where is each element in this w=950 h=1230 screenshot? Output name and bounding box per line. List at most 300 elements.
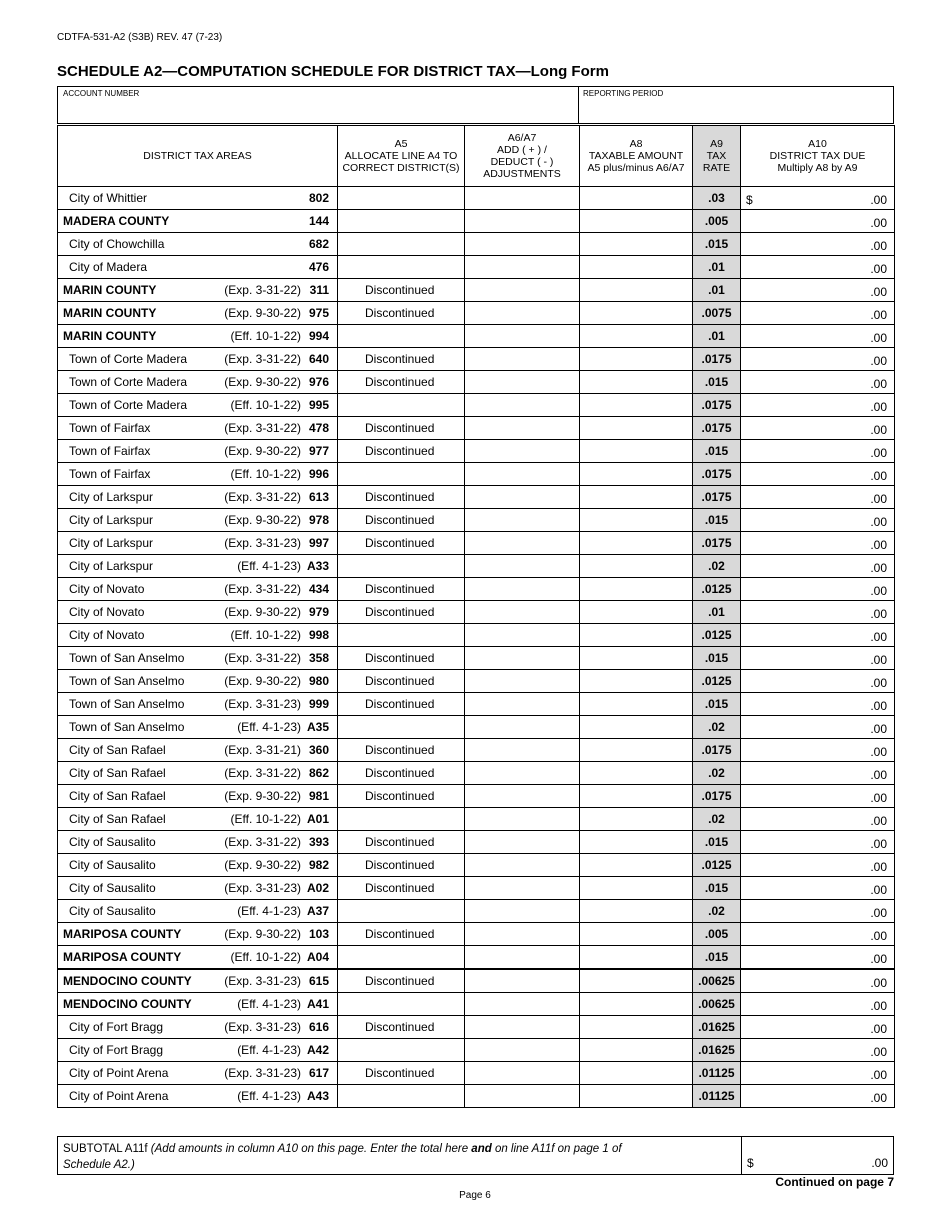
a6a7-adjustment-field[interactable] bbox=[465, 210, 580, 233]
cents: .00 bbox=[870, 239, 887, 253]
district-code: 802 bbox=[308, 191, 329, 205]
a5-allocate-field[interactable]: Discontinued bbox=[338, 762, 465, 785]
a10-district-tax-due-field[interactable] bbox=[741, 302, 895, 325]
reporting-period-label: REPORTING PERIOD bbox=[583, 89, 664, 98]
a5-allocate-field[interactable] bbox=[338, 325, 465, 348]
district-area-cell bbox=[58, 1016, 338, 1039]
a5-allocate-field[interactable]: Discontinued bbox=[338, 1062, 465, 1085]
district-name: Town of San Anselmo bbox=[69, 720, 185, 734]
a8-taxable-amount-field[interactable] bbox=[580, 808, 693, 831]
table-row bbox=[58, 417, 895, 440]
a5-allocate-field[interactable]: Discontinued bbox=[338, 923, 465, 946]
district-code: 360 bbox=[308, 743, 329, 757]
a9-tax-rate: .01 bbox=[693, 256, 741, 279]
a6a7-adjustment-field[interactable] bbox=[465, 578, 580, 601]
a5-allocate-field[interactable] bbox=[338, 900, 465, 923]
district-code: A33 bbox=[306, 559, 329, 573]
a6a7-adjustment-field[interactable] bbox=[465, 233, 580, 256]
a8-taxable-amount-field[interactable] bbox=[580, 486, 693, 509]
district-name: City of Madera bbox=[69, 260, 148, 274]
cents: .00 bbox=[870, 1045, 887, 1059]
table-row bbox=[58, 187, 895, 210]
account-number-label: ACCOUNT NUMBER bbox=[63, 89, 140, 98]
a10-district-tax-due-field[interactable] bbox=[741, 808, 895, 831]
district-name: City of Fort Bragg bbox=[69, 1020, 164, 1034]
a6a7-adjustment-field[interactable] bbox=[465, 440, 580, 463]
a6a7-adjustment-field[interactable] bbox=[465, 417, 580, 440]
district-date: (Eff. 10-1-22) bbox=[230, 467, 301, 481]
district-code: A37 bbox=[306, 904, 329, 918]
district-area-cell bbox=[58, 371, 338, 394]
district-date: (Exp. 9-30-22) bbox=[224, 858, 301, 872]
a5-allocate-field[interactable] bbox=[338, 808, 465, 831]
a6a7-adjustment-field[interactable] bbox=[465, 486, 580, 509]
a5-allocate-field[interactable]: Discontinued bbox=[338, 371, 465, 394]
a8-taxable-amount-field[interactable] bbox=[580, 624, 693, 647]
district-date: (Eff. 4-1-23) bbox=[237, 559, 301, 573]
a6a7-adjustment-field[interactable] bbox=[465, 1039, 580, 1062]
district-name: City of Point Arena bbox=[69, 1066, 169, 1080]
a6a7-adjustment-field[interactable] bbox=[465, 1062, 580, 1085]
district-area-cell bbox=[58, 923, 338, 946]
a5-allocate-field[interactable]: Discontinued bbox=[338, 670, 465, 693]
a5-allocate-field[interactable]: Discontinued bbox=[338, 785, 465, 808]
a9-tax-rate: .015 bbox=[693, 877, 741, 900]
table-row bbox=[58, 900, 895, 923]
a5-allocate-field[interactable] bbox=[338, 394, 465, 417]
district-code: 682 bbox=[308, 237, 329, 251]
cents: .00 bbox=[870, 446, 887, 460]
a5-allocate-field[interactable]: Discontinued bbox=[338, 302, 465, 325]
a8-taxable-amount-field[interactable] bbox=[580, 417, 693, 440]
a8-taxable-amount-field[interactable] bbox=[580, 509, 693, 532]
table-row bbox=[58, 762, 895, 785]
district-date: (Exp. 9-30-22) bbox=[224, 605, 301, 619]
a8-taxable-amount-field[interactable] bbox=[580, 256, 693, 279]
table-row bbox=[58, 486, 895, 509]
a5-allocate-field[interactable] bbox=[338, 946, 465, 970]
district-date: (Exp. 3-31-23) bbox=[224, 974, 301, 988]
a5-allocate-field[interactable]: Discontinued bbox=[338, 739, 465, 762]
district-code: 980 bbox=[308, 674, 329, 688]
a9-tax-rate: .0175 bbox=[693, 532, 741, 555]
a5-allocate-field[interactable] bbox=[338, 187, 465, 210]
district-area-cell bbox=[58, 555, 338, 578]
a10-district-tax-due-field[interactable] bbox=[741, 1085, 895, 1108]
a8-taxable-amount-field[interactable] bbox=[580, 739, 693, 762]
district-name: Town of Corte Madera bbox=[69, 398, 188, 412]
a8-taxable-amount-field[interactable] bbox=[580, 440, 693, 463]
table-row bbox=[58, 601, 895, 624]
district-code: A41 bbox=[306, 997, 329, 1011]
a8-taxable-amount-field[interactable] bbox=[580, 854, 693, 877]
a6a7-adjustment-field[interactable] bbox=[465, 371, 580, 394]
a9-tax-rate: .0125 bbox=[693, 670, 741, 693]
a10-district-tax-due-field[interactable] bbox=[741, 762, 895, 785]
district-area-cell bbox=[58, 394, 338, 417]
a8-taxable-amount-field[interactable] bbox=[580, 279, 693, 302]
a8-taxable-amount-field[interactable] bbox=[580, 348, 693, 371]
a10-district-tax-due-field[interactable] bbox=[741, 785, 895, 808]
a6a7-adjustment-field[interactable] bbox=[465, 463, 580, 486]
a5-allocate-field[interactable] bbox=[338, 993, 465, 1016]
a5-allocate-field[interactable]: Discontinued bbox=[338, 969, 465, 993]
district-date: (Exp. 9-30-22) bbox=[224, 513, 301, 527]
a10-district-tax-due-field[interactable] bbox=[741, 555, 895, 578]
district-date: (Eff. 10-1-22) bbox=[230, 398, 301, 412]
a8-taxable-amount-field[interactable] bbox=[580, 1039, 693, 1062]
a10-district-tax-due-field[interactable] bbox=[741, 601, 895, 624]
a10-district-tax-due-field[interactable] bbox=[741, 1039, 895, 1062]
a5-allocate-field[interactable]: Discontinued bbox=[338, 532, 465, 555]
district-name: Town of Corte Madera bbox=[69, 375, 188, 389]
a10-district-tax-due-field[interactable] bbox=[741, 854, 895, 877]
cents: .00 bbox=[870, 584, 887, 598]
a8-taxable-amount-field[interactable] bbox=[580, 900, 693, 923]
subtotal-label: SUBTOTAL A11f bbox=[63, 1143, 148, 1155]
district-code: 615 bbox=[308, 974, 329, 988]
district-date: (Exp. 9-30-22) bbox=[224, 306, 301, 320]
a5-allocate-field[interactable] bbox=[338, 555, 465, 578]
a10-district-tax-due-field[interactable] bbox=[741, 371, 895, 394]
a8-taxable-amount-field[interactable] bbox=[580, 371, 693, 394]
district-date: (Exp. 3-31-22) bbox=[224, 582, 301, 596]
cents: .00 bbox=[870, 791, 887, 805]
district-area-cell bbox=[58, 233, 338, 256]
a8-taxable-amount-field[interactable] bbox=[580, 993, 693, 1016]
a10-district-tax-due-field[interactable] bbox=[741, 256, 895, 279]
a6a7-adjustment-field[interactable] bbox=[465, 1016, 580, 1039]
a8-taxable-amount-field[interactable] bbox=[580, 578, 693, 601]
a6a7-adjustment-field[interactable] bbox=[465, 532, 580, 555]
district-area-cell bbox=[58, 647, 338, 670]
a5-allocate-field[interactable] bbox=[338, 463, 465, 486]
a9-tax-rate: .0125 bbox=[693, 578, 741, 601]
a9-tax-rate: .0175 bbox=[693, 417, 741, 440]
a8-taxable-amount-field[interactable] bbox=[580, 785, 693, 808]
table-row bbox=[58, 325, 895, 348]
district-code: 995 bbox=[308, 398, 329, 412]
table-row bbox=[58, 578, 895, 601]
district-name: City of Sausalito bbox=[69, 881, 156, 895]
a10-district-tax-due-field[interactable] bbox=[741, 900, 895, 923]
a6a7-adjustment-field[interactable] bbox=[465, 808, 580, 831]
header-box bbox=[57, 86, 894, 124]
table-row bbox=[58, 877, 895, 900]
table-row bbox=[58, 624, 895, 647]
district-area-cell bbox=[58, 854, 338, 877]
a10-district-tax-due-field[interactable] bbox=[741, 624, 895, 647]
a10-district-tax-due-field[interactable] bbox=[741, 739, 895, 762]
a10-district-tax-due-field[interactable] bbox=[741, 348, 895, 371]
a8-taxable-amount-field[interactable] bbox=[580, 463, 693, 486]
a9-tax-rate: .01 bbox=[693, 601, 741, 624]
a6a7-adjustment-field[interactable] bbox=[465, 670, 580, 693]
table-row bbox=[58, 555, 895, 578]
district-name: Town of San Anselmo bbox=[69, 674, 185, 688]
district-code: 616 bbox=[308, 1020, 329, 1034]
a5-allocate-field[interactable]: Discontinued bbox=[338, 509, 465, 532]
a9-tax-rate: .01 bbox=[693, 325, 741, 348]
district-code: 393 bbox=[308, 835, 329, 849]
a9-tax-rate: .01125 bbox=[693, 1085, 741, 1108]
district-area-cell bbox=[58, 1062, 338, 1085]
table-row bbox=[58, 233, 895, 256]
a5-allocate-field[interactable]: Discontinued bbox=[338, 647, 465, 670]
a9-tax-rate: .0175 bbox=[693, 463, 741, 486]
a9-tax-rate: .015 bbox=[693, 509, 741, 532]
table-row bbox=[58, 532, 895, 555]
a9-tax-rate: .02 bbox=[693, 555, 741, 578]
district-date: (Exp. 3-31-23) bbox=[224, 881, 301, 895]
district-name: City of Sausalito bbox=[69, 858, 156, 872]
cents: .00 bbox=[870, 561, 887, 575]
a9-tax-rate: .0125 bbox=[693, 624, 741, 647]
a5-allocate-field[interactable]: Discontinued bbox=[338, 854, 465, 877]
a8-taxable-amount-field[interactable] bbox=[580, 233, 693, 256]
a6a7-adjustment-field[interactable] bbox=[465, 993, 580, 1016]
a8-taxable-amount-field[interactable] bbox=[580, 555, 693, 578]
table-row bbox=[58, 348, 895, 371]
page-title: SCHEDULE A2—COMPUTATION SCHEDULE FOR DISTRICT TAX—Long Form bbox=[57, 63, 609, 80]
a10-district-tax-due-field[interactable] bbox=[741, 509, 895, 532]
table-row bbox=[58, 394, 895, 417]
a8-taxable-amount-field[interactable] bbox=[580, 762, 693, 785]
a6a7-adjustment-field[interactable] bbox=[465, 302, 580, 325]
table-row bbox=[58, 210, 895, 233]
a9-tax-rate: .02 bbox=[693, 716, 741, 739]
a6a7-adjustment-field[interactable] bbox=[465, 1085, 580, 1108]
a8-taxable-amount-field[interactable] bbox=[580, 325, 693, 348]
a8-taxable-amount-field[interactable] bbox=[580, 716, 693, 739]
a10-district-tax-due-field[interactable] bbox=[741, 440, 895, 463]
table-row bbox=[58, 509, 895, 532]
a10-district-tax-due-field[interactable] bbox=[741, 394, 895, 417]
a9-tax-rate: .01625 bbox=[693, 1039, 741, 1062]
header-divider bbox=[578, 87, 579, 123]
district-name: City of Larkspur bbox=[69, 559, 154, 573]
table-header-row bbox=[58, 126, 895, 187]
a5-allocate-field[interactable] bbox=[338, 1039, 465, 1062]
a5-allocate-field[interactable]: Discontinued bbox=[338, 601, 465, 624]
a9-tax-rate: .02 bbox=[693, 808, 741, 831]
a5-allocate-field[interactable] bbox=[338, 716, 465, 739]
a5-allocate-field[interactable]: Discontinued bbox=[338, 279, 465, 302]
a8-taxable-amount-field[interactable] bbox=[580, 647, 693, 670]
a6a7-adjustment-field[interactable] bbox=[465, 877, 580, 900]
a10-district-tax-due-field[interactable] bbox=[741, 187, 895, 210]
cents: .00 bbox=[870, 699, 887, 713]
a8-taxable-amount-field[interactable] bbox=[580, 877, 693, 900]
a5-allocate-field[interactable]: Discontinued bbox=[338, 417, 465, 440]
district-date: (Eff. 10-1-22) bbox=[230, 950, 301, 964]
table-row bbox=[58, 969, 895, 993]
a8-taxable-amount-field[interactable] bbox=[580, 210, 693, 233]
a5-allocate-field[interactable]: Discontinued bbox=[338, 1016, 465, 1039]
a6a7-adjustment-field[interactable] bbox=[465, 624, 580, 647]
district-date: (Eff. 4-1-23) bbox=[237, 1089, 301, 1103]
a10-district-tax-due-field[interactable] bbox=[741, 1016, 895, 1039]
district-name: City of San Rafael bbox=[69, 789, 166, 803]
a8-taxable-amount-field[interactable] bbox=[580, 601, 693, 624]
a10-district-tax-due-field[interactable] bbox=[741, 670, 895, 693]
a10-district-tax-due-field[interactable] bbox=[741, 1062, 895, 1085]
a8-taxable-amount-field[interactable] bbox=[580, 923, 693, 946]
a8-taxable-amount-field[interactable] bbox=[580, 187, 693, 210]
cents: .00 bbox=[870, 630, 887, 644]
a10-district-tax-due-field[interactable] bbox=[741, 532, 895, 555]
a10-district-tax-due-field[interactable] bbox=[741, 578, 895, 601]
a10-district-tax-due-field[interactable] bbox=[741, 969, 895, 993]
a6a7-adjustment-field[interactable] bbox=[465, 716, 580, 739]
district-code: 999 bbox=[308, 697, 329, 711]
a8-taxable-amount-field[interactable] bbox=[580, 670, 693, 693]
district-name: MENDOCINO COUNTY bbox=[63, 997, 192, 1011]
cents: .00 bbox=[870, 400, 887, 414]
a6a7-adjustment-field[interactable] bbox=[465, 923, 580, 946]
a10-district-tax-due-field[interactable] bbox=[741, 233, 895, 256]
district-name: Town of Corte Madera bbox=[69, 352, 188, 366]
district-date: (Exp. 3-31-22) bbox=[224, 283, 301, 297]
district-area-cell bbox=[58, 762, 338, 785]
table-row bbox=[58, 279, 895, 302]
a5-allocate-field[interactable] bbox=[338, 1085, 465, 1108]
district-date: (Eff. 4-1-23) bbox=[237, 904, 301, 918]
a8-taxable-amount-field[interactable] bbox=[580, 831, 693, 854]
district-code: 975 bbox=[308, 306, 329, 320]
a5-allocate-field[interactable]: Discontinued bbox=[338, 486, 465, 509]
a9-tax-rate: .015 bbox=[693, 371, 741, 394]
a6a7-adjustment-field[interactable] bbox=[465, 969, 580, 993]
a10-district-tax-due-field[interactable] bbox=[741, 210, 895, 233]
cents: .00 bbox=[870, 331, 887, 345]
district-code: 997 bbox=[308, 536, 329, 550]
district-code: 311 bbox=[309, 283, 329, 297]
district-date: (Exp. 3-31-22) bbox=[224, 352, 301, 366]
a6a7-adjustment-field[interactable] bbox=[465, 601, 580, 624]
district-date: (Exp. 9-30-22) bbox=[224, 444, 301, 458]
a6a7-adjustment-field[interactable] bbox=[465, 762, 580, 785]
table-row bbox=[58, 854, 895, 877]
a6a7-adjustment-field[interactable] bbox=[465, 279, 580, 302]
a6a7-adjustment-field[interactable] bbox=[465, 693, 580, 716]
a9-tax-rate: .015 bbox=[693, 233, 741, 256]
table-row bbox=[58, 946, 895, 970]
a6a7-adjustment-field[interactable] bbox=[465, 785, 580, 808]
district-area-cell bbox=[58, 900, 338, 923]
a6a7-adjustment-field[interactable] bbox=[465, 256, 580, 279]
a5-allocate-field[interactable]: Discontinued bbox=[338, 578, 465, 601]
district-area-cell bbox=[58, 670, 338, 693]
a8-taxable-amount-field[interactable] bbox=[580, 969, 693, 993]
a6a7-adjustment-field[interactable] bbox=[465, 348, 580, 371]
a5-allocate-field[interactable]: Discontinued bbox=[338, 831, 465, 854]
a6a7-adjustment-field[interactable] bbox=[465, 555, 580, 578]
a5-allocate-field[interactable]: Discontinued bbox=[338, 348, 465, 371]
district-name: Town of Fairfax bbox=[69, 467, 151, 481]
a5-allocate-field[interactable]: Discontinued bbox=[338, 440, 465, 463]
district-name: City of Larkspur bbox=[69, 490, 154, 504]
a8-taxable-amount-field[interactable] bbox=[580, 693, 693, 716]
a10-district-tax-due-field[interactable] bbox=[741, 325, 895, 348]
a10-district-tax-due-field[interactable] bbox=[741, 279, 895, 302]
table-row bbox=[58, 1085, 895, 1108]
a10-district-tax-due-field[interactable] bbox=[741, 486, 895, 509]
a5-allocate-field[interactable]: Discontinued bbox=[338, 877, 465, 900]
table-row bbox=[58, 993, 895, 1016]
district-code: 976 bbox=[308, 375, 329, 389]
district-name: City of San Rafael bbox=[69, 743, 166, 757]
cents: .00 bbox=[870, 929, 887, 943]
a8-taxable-amount-field[interactable] bbox=[580, 302, 693, 325]
a10-district-tax-due-field[interactable] bbox=[741, 417, 895, 440]
a8-taxable-amount-field[interactable] bbox=[580, 1085, 693, 1108]
a6a7-adjustment-field[interactable] bbox=[465, 509, 580, 532]
a5-allocate-field[interactable] bbox=[338, 233, 465, 256]
a6a7-adjustment-field[interactable] bbox=[465, 325, 580, 348]
a8-taxable-amount-field[interactable] bbox=[580, 1062, 693, 1085]
a9-tax-rate: .0075 bbox=[693, 302, 741, 325]
district-code: A04 bbox=[306, 950, 329, 964]
district-name: MARIN COUNTY bbox=[63, 283, 157, 297]
a8-taxable-amount-field[interactable] bbox=[580, 946, 693, 970]
district-code: 358 bbox=[308, 651, 329, 665]
a10-district-tax-due-field[interactable] bbox=[741, 647, 895, 670]
a5-allocate-field[interactable] bbox=[338, 210, 465, 233]
cents: .00 bbox=[870, 308, 887, 322]
district-area-cell bbox=[58, 486, 338, 509]
district-area-cell bbox=[58, 831, 338, 854]
district-name: City of Point Arena bbox=[69, 1089, 169, 1103]
table-row bbox=[58, 1062, 895, 1085]
cents: .00 bbox=[870, 377, 887, 391]
cents: .00 bbox=[870, 814, 887, 828]
a8-taxable-amount-field[interactable] bbox=[580, 1016, 693, 1039]
district-name: City of Larkspur bbox=[69, 513, 154, 527]
district-area-cell bbox=[58, 187, 338, 210]
subtotal-amount-field[interactable] bbox=[741, 1137, 895, 1174]
a6a7-adjustment-field[interactable] bbox=[465, 900, 580, 923]
a10-district-tax-due-field[interactable] bbox=[741, 877, 895, 900]
a6a7-adjustment-field[interactable] bbox=[465, 946, 580, 970]
a6a7-adjustment-field[interactable] bbox=[465, 739, 580, 762]
a10-district-tax-due-field[interactable] bbox=[741, 946, 895, 970]
a6a7-adjustment-field[interactable] bbox=[465, 854, 580, 877]
a5-allocate-field[interactable]: Discontinued bbox=[338, 693, 465, 716]
a8-taxable-amount-field[interactable] bbox=[580, 394, 693, 417]
a6a7-adjustment-field[interactable] bbox=[465, 647, 580, 670]
a6a7-adjustment-field[interactable] bbox=[465, 394, 580, 417]
district-code: 434 bbox=[308, 582, 329, 596]
a10-district-tax-due-field[interactable] bbox=[741, 923, 895, 946]
a6a7-adjustment-field[interactable] bbox=[465, 831, 580, 854]
table-row bbox=[58, 256, 895, 279]
subtotal-instruction-1: (Add amounts in column A10 on this page. Enter the total here bbox=[150, 1143, 472, 1155]
cents: .00 bbox=[870, 354, 887, 368]
a10-district-tax-due-field[interactable] bbox=[741, 831, 895, 854]
district-code: 617 bbox=[308, 1066, 329, 1080]
a10-district-tax-due-field[interactable] bbox=[741, 716, 895, 739]
a5-allocate-field[interactable] bbox=[338, 256, 465, 279]
a8-taxable-amount-field[interactable] bbox=[580, 532, 693, 555]
district-name: City of Fort Bragg bbox=[69, 1043, 164, 1057]
a5-allocate-field[interactable] bbox=[338, 624, 465, 647]
a10-district-tax-due-field[interactable] bbox=[741, 463, 895, 486]
a10-district-tax-due-field[interactable] bbox=[741, 993, 895, 1016]
a10-district-tax-due-field[interactable] bbox=[741, 693, 895, 716]
district-name: MARIPOSA COUNTY bbox=[63, 950, 182, 964]
a6a7-adjustment-field[interactable] bbox=[465, 187, 580, 210]
